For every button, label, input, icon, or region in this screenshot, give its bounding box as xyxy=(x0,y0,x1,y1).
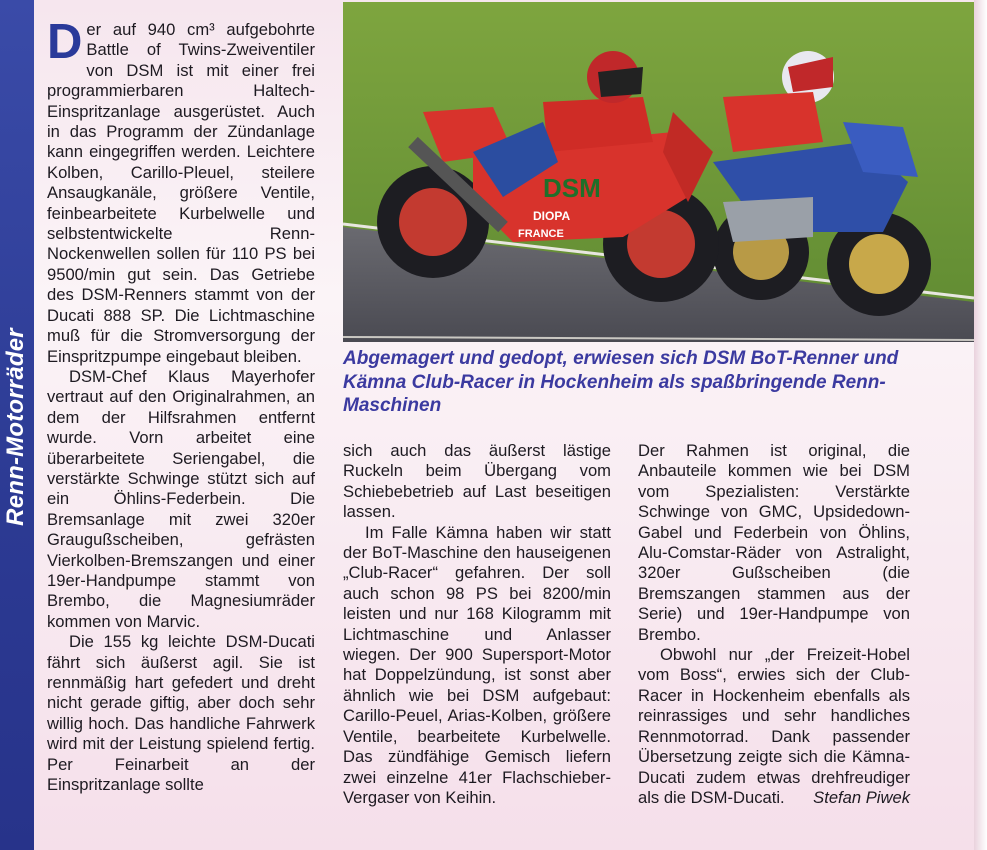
paragraph: Die 155 kg leichte DSM-Ducati fährt sich äußerst agil. Sie ist rennmäßig hart gefedert und dreht nicht gerade giftig, aber doch sehr willig hoch. Das handliche Fahrwerk wird mit der Leistung spielend fertig. Per Feinarbeit an der Einspritzanlage sollte xyxy=(47,632,315,795)
article-column-1 xyxy=(47,15,315,795)
paragraph: Der Rahmen ist original, die Anbauteile kommen wie bei DSM vom Spezialisten: Verstärkte Schwinge von GMC, Upsidedown-Gabel und Federbein von Öhlins, Alu-Comstar-Räder von Astralight, 320er Gußscheiben (die Bremszangen stammen aus der Serie) und 19er-Handpumpe von Brembo. xyxy=(638,441,910,644)
livery-text: DSM xyxy=(543,173,601,203)
paragraph: DSM-Chef Klaus Mayerhofer vertraut auf den Originalrahmen, an dem der Hilfsrahmen entfernt wurde. Vorn arbeitet eine überarbeitete Seriengabel, die verstärkte Schwinge stützt sich auf ein Öhlins-Federbein. Die Bremsanlage mit zwei 320er Graugußscheiben, gefrästen Vierkolben-Bremszangen und einer 19er-Handpumpe stammt von Brembo, die Magnesiumräder kommen von Marvic. xyxy=(47,366,315,631)
paragraph-text: Obwohl nur „der Freizeit-Hobel vom Boss“, erwies sich der Club-Racer in Hockenheim ebenfalls als reinrassiges und sehr handliches Rennmotorrad. Dank passender Übersetzung zeigte sich die Kämna-Ducati zudem etwas drehfreudiger als die DSM-Ducati. xyxy=(638,645,910,807)
paragraph xyxy=(47,15,315,367)
article-column-2 xyxy=(343,441,611,808)
paragraph: sich auch das äußerst lästige Ruckeln beim Übergang vom Schiebebetrieb auf Last beseitigen lassen. xyxy=(343,441,611,522)
paragraph: Im Falle Kämna haben wir statt der BoT-Maschine den hauseigenen „Club-Racer“ gefahren. Der soll auch schon 98 PS bei 8200/min leisten und nur 168 Kilogramm mit Lichtmaschine und Anlasser wiegen. Der 900 Supersport-Motor hat Doppelzündung, ist sonst aber ähnlich wie bei DSM aufgebaut: Carillo-Peuel, Arias-Kolben, größere Ventile, bearbeitete Kurbelwelle. Das zündfähige Gemisch liefern zwei einzelne 41er Flachschieber-Vergaser von Keihin. xyxy=(343,522,611,807)
race-photo xyxy=(343,2,974,342)
page-edge xyxy=(974,0,987,850)
livery-text: FRANCE xyxy=(518,228,564,240)
photo-illustration xyxy=(343,2,974,342)
author-byline: Stefan Piwek xyxy=(813,787,910,807)
article-column-3 xyxy=(638,441,910,808)
section-title: Renn-Motorräder xyxy=(2,328,29,526)
paragraph-text: er auf 940 cm³ aufgebohrte Battle of Twins-Zweiventiler von DSM ist mit einer frei programmierbaren Haltech-Einspritzanlage ausgerüstet. Auch in das Programm der Zündanlage kann eingegriffen werden. Leichtere Kolben, Carillo-Pleuel, steilere Ansaugkanäle, größere Ventile, feinbearbeitete Kurbelwelle und selbstentwickelte Renn-Nockenwellen sollen für 110 PS bei 9500/min gut sein. Das Getriebe des DSM-Renners stammt von der Ducati 888 SP. Die Lichtmaschine muß für die Stromversorgung der Einspritzpumpe eingebaut bleiben. xyxy=(47,20,315,366)
paragraph xyxy=(638,645,910,808)
drop-cap: D xyxy=(47,15,83,69)
photo-caption: Abgemagert und gedopt, erwiesen sich DSM BoT-Renner und Kämna Club-Racer in Hockenheim als spaßbringende Renn-Maschinen xyxy=(343,348,899,416)
section-strip xyxy=(0,0,34,850)
livery-text: DIOPA xyxy=(533,209,571,223)
